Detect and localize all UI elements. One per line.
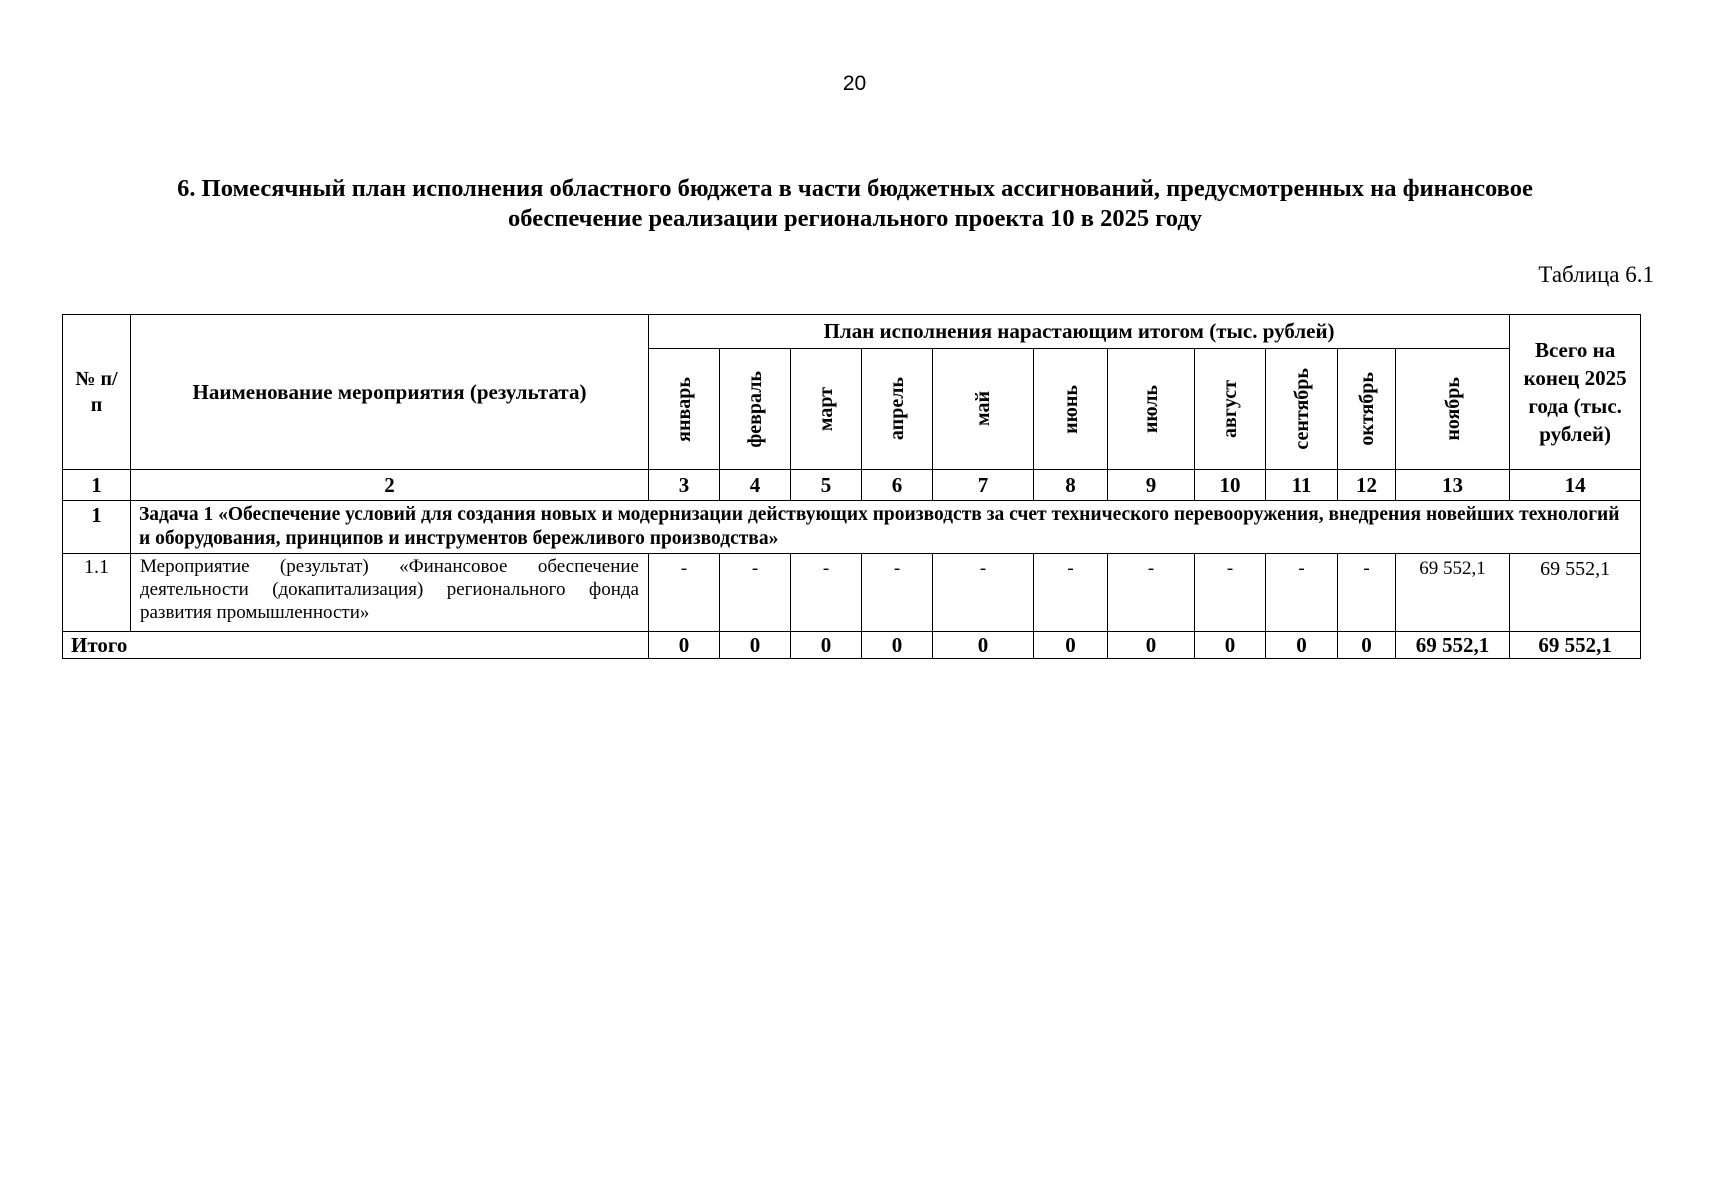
total-row — [63, 632, 1641, 659]
col-number: 13 — [1396, 470, 1510, 501]
col-number: 2 — [131, 470, 649, 501]
header-month — [1195, 349, 1266, 470]
total-month-value: 0 — [1034, 632, 1108, 659]
activity-month-value: - — [862, 554, 933, 632]
header-month — [791, 349, 862, 470]
col-number: 10 — [1195, 470, 1266, 501]
month-label: сентябрь — [1290, 368, 1313, 450]
activity-month-value: - — [791, 554, 862, 632]
activity-month-value: - — [1034, 554, 1108, 632]
col-number: 3 — [649, 470, 720, 501]
total-month-value: 0 — [933, 632, 1034, 659]
document-title — [100, 174, 1610, 234]
header-month — [933, 349, 1034, 470]
activity-name: Мероприятие (результат) «Финансовое обеспечение деятельности (докапитализация) регионального фонда развития промышленности» — [131, 554, 649, 632]
total-month-value: 0 — [791, 632, 862, 659]
total-label: Итого — [63, 632, 649, 659]
total-month-value: 0 — [1266, 632, 1338, 659]
month-label: апрель — [886, 377, 908, 441]
table-caption: Таблица 6.1 — [1538, 262, 1654, 287]
activity-month-value: - — [1266, 554, 1338, 632]
col-number: 9 — [1108, 470, 1195, 501]
total-month-value: 0 — [720, 632, 791, 659]
total-month-value: 0 — [1195, 632, 1266, 659]
month-label: январь — [673, 376, 695, 442]
total-month-value: 0 — [1338, 632, 1396, 659]
activity-month-value: - — [1195, 554, 1266, 632]
activity-row — [63, 554, 1641, 632]
month-label: июль — [1140, 384, 1162, 434]
month-label: октябрь — [1355, 372, 1378, 446]
col-number: 8 — [1034, 470, 1108, 501]
header-month — [1338, 349, 1396, 470]
task-number: 1 — [63, 501, 131, 554]
col-number: 7 — [933, 470, 1034, 501]
activity-month-value: - — [649, 554, 720, 632]
activity-month-value: 69 552,1 — [1396, 554, 1510, 632]
month-label: март — [815, 386, 837, 432]
activity-month-value: - — [720, 554, 791, 632]
col-number: 4 — [720, 470, 791, 501]
total-grand-total: 69 552,1 — [1510, 632, 1641, 659]
title-line-2: обеспечение реализации регионального проекта 10 в 2025 году — [508, 205, 1202, 232]
col-number: 14 — [1510, 470, 1641, 501]
col-number: 6 — [862, 470, 933, 501]
total-month-value: 0 — [649, 632, 720, 659]
header-month — [1034, 349, 1108, 470]
col-number: 5 — [791, 470, 862, 501]
col-number: 11 — [1266, 470, 1338, 501]
month-label: май — [972, 391, 994, 427]
header-num: № п/п — [63, 315, 131, 470]
total-month-value: 69 552,1 — [1396, 632, 1510, 659]
col-number: 1 — [63, 470, 131, 501]
header-month — [720, 349, 791, 470]
total-month-value: 0 — [1108, 632, 1195, 659]
month-label: июнь — [1059, 384, 1082, 434]
header-plan-group: План исполнения нарастающим итогом (тыс. рублей) — [649, 315, 1510, 349]
month-label: август — [1219, 380, 1241, 438]
month-label: февраль — [744, 370, 766, 448]
header-month — [1108, 349, 1195, 470]
header-month — [1396, 349, 1510, 470]
header-row-1 — [63, 315, 1641, 349]
activity-total: 69 552,1 — [1510, 554, 1641, 632]
activity-month-value: - — [1108, 554, 1195, 632]
header-month — [1266, 349, 1338, 470]
month-label: ноябрь — [1441, 377, 1464, 441]
page-number: 20 — [842, 72, 867, 95]
task-text: Задача 1 «Обеспечение условий для создания новых и модернизации действующих производств за счет технического перевооружения, внедрения новейших технологий и оборудования, принципов и инструментов бережливого производства» — [131, 501, 1641, 554]
activity-month-value: - — [1338, 554, 1396, 632]
col-number: 12 — [1338, 470, 1396, 501]
budget-plan-table — [62, 314, 1641, 659]
title-line-1: 6. Помесячный план исполнения областного бюджета в части бюджетных ассигнований, предусмотренных на финансовое — [177, 175, 1533, 202]
column-number-row — [63, 470, 1641, 501]
task-row — [63, 501, 1641, 554]
header-name: Наименование мероприятия (результата) — [131, 315, 649, 470]
total-month-value: 0 — [862, 632, 933, 659]
header-month — [862, 349, 933, 470]
header-total: Всего на конец 2025 года (тыс. рублей) — [1510, 315, 1641, 470]
header-month — [649, 349, 720, 470]
activity-number: 1.1 — [63, 554, 131, 632]
activity-month-value: - — [933, 554, 1034, 632]
